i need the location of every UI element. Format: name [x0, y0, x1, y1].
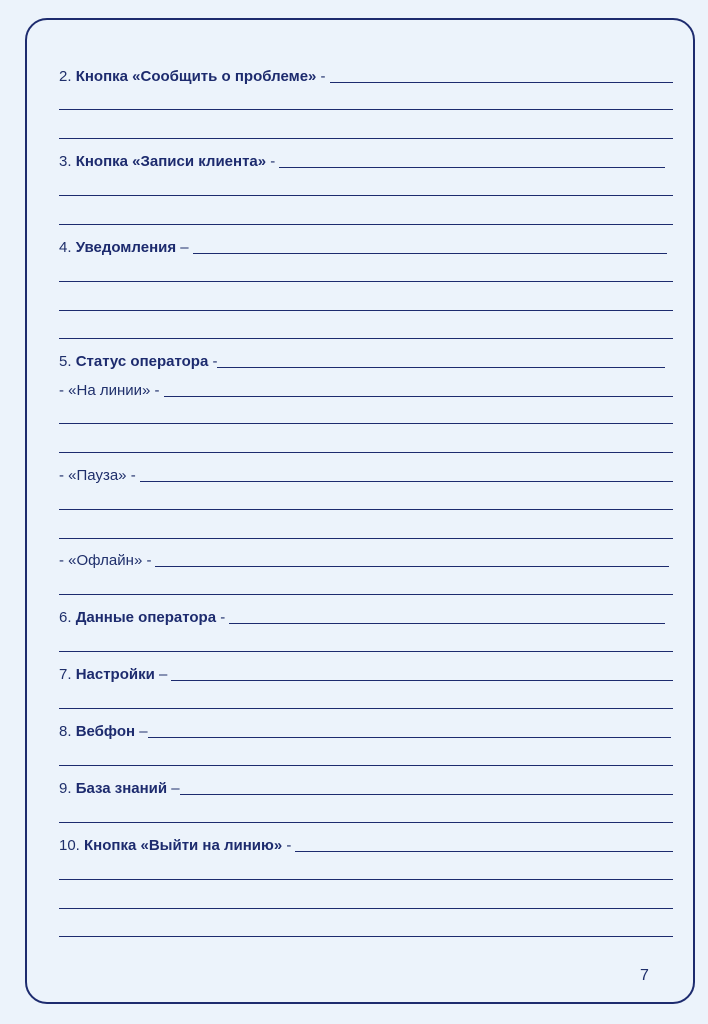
page-number: 7: [640, 967, 649, 984]
answer-line[interactable]: [180, 793, 673, 795]
status-pause: [59, 463, 673, 485]
item-go-online-button: [59, 833, 673, 855]
item-title: Вебфон: [75, 723, 136, 740]
answer-line[interactable]: [193, 252, 667, 254]
item-title: Данные оператора: [75, 609, 217, 626]
status-offline: [59, 548, 673, 570]
answer-line[interactable]: [59, 310, 673, 311]
item-client-records-button: [59, 149, 673, 171]
item-number: 6.: [59, 609, 76, 626]
answer-line[interactable]: [59, 765, 673, 766]
item-title: Кнопка «Записи клиента»: [75, 153, 267, 170]
item-knowledge-base: [59, 776, 673, 798]
status-label: - «На линии» -: [59, 382, 160, 399]
item-operator-status: [59, 349, 673, 371]
answer-line[interactable]: [59, 224, 673, 225]
item-webphone: [59, 719, 673, 741]
item-operator-data: [59, 605, 673, 627]
answer-line[interactable]: [59, 138, 673, 139]
item-dash: –: [154, 666, 168, 683]
item-dash: -: [316, 68, 326, 85]
answer-line[interactable]: [59, 281, 673, 282]
answer-line[interactable]: [59, 452, 673, 453]
item-settings: [59, 662, 673, 684]
answer-line[interactable]: [59, 538, 673, 539]
answer-line[interactable]: [229, 622, 665, 624]
answer-line[interactable]: [59, 338, 673, 339]
item-title: Статус оператора: [75, 353, 209, 370]
item-report-problem-button: [59, 64, 673, 86]
answer-line[interactable]: [164, 395, 673, 397]
answer-line[interactable]: [59, 509, 673, 510]
answer-line[interactable]: [330, 81, 673, 83]
item-number: 8.: [59, 723, 76, 740]
answer-line[interactable]: [59, 936, 673, 937]
answer-line[interactable]: [59, 908, 673, 909]
answer-line[interactable]: [59, 423, 673, 424]
answer-line[interactable]: [295, 850, 673, 852]
item-number: 4.: [59, 239, 76, 256]
item-number: 9.: [59, 780, 76, 797]
answer-line[interactable]: [59, 109, 673, 110]
answer-line[interactable]: [279, 166, 665, 168]
item-title: Кнопка «Выйти на линию»: [84, 837, 283, 854]
item-number: 3.: [59, 153, 76, 170]
answer-line[interactable]: [155, 565, 669, 567]
item-dash: -: [282, 837, 292, 854]
item-dash: -: [216, 609, 226, 626]
status-label: - «Офлайн» -: [59, 552, 152, 569]
item-number: 10.: [59, 837, 85, 854]
answer-line[interactable]: [140, 480, 673, 482]
item-number: 2.: [59, 68, 76, 85]
answer-line[interactable]: [148, 736, 671, 738]
item-title: Уведомления: [75, 239, 177, 256]
answer-line[interactable]: [59, 879, 673, 880]
answer-line[interactable]: [217, 366, 665, 368]
answer-line[interactable]: [59, 651, 673, 652]
answer-line[interactable]: [59, 708, 673, 709]
status-online: [59, 378, 673, 400]
status-label: - «Пауза» -: [59, 467, 136, 484]
item-title: Настройки: [75, 666, 155, 683]
item-dash: –: [135, 723, 148, 740]
item-dash: -: [266, 153, 276, 170]
answer-line[interactable]: [171, 679, 673, 681]
item-title: Кнопка «Сообщить о проблеме»: [75, 68, 317, 85]
item-dash: -: [208, 353, 218, 370]
answer-line[interactable]: [59, 822, 673, 823]
item-dash: –: [167, 780, 180, 797]
item-notifications: [59, 235, 673, 257]
item-dash: –: [176, 239, 189, 256]
item-title: База знаний: [75, 780, 168, 797]
answer-line[interactable]: [59, 594, 673, 595]
item-number: 7.: [59, 666, 76, 683]
item-number: 5.: [59, 353, 76, 370]
answer-line[interactable]: [59, 195, 673, 196]
